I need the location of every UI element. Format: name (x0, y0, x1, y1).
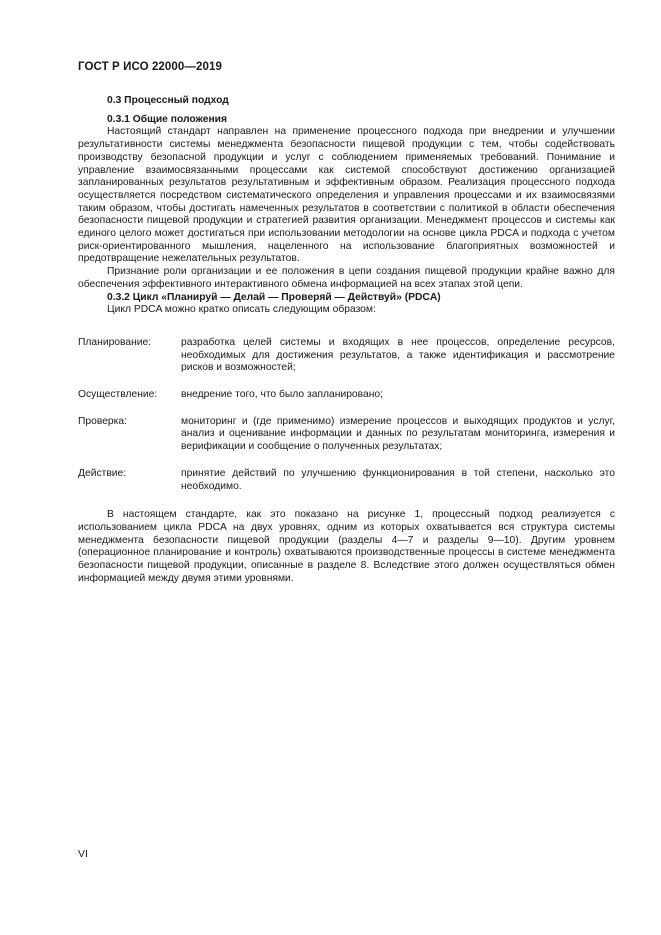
page-number: VI (78, 848, 88, 860)
subsection-title-general: 0.3.1 Общие положения (107, 113, 227, 125)
definition-description: разработка целей системы и входящих в нее процессов, определение ресурсов, необходимых для достижения результатов, а также идентификация и рассмотрение рисков и возможностей; (181, 336, 615, 374)
definition-term: Осуществление: (78, 389, 158, 401)
paragraph-pdca-levels: В настоящем стандарте, как это показано на рисунке 1, процессный подход реализуется с использованием цикла PDCA на двух уровнях, одним из которых охватывается вся структура системы менеджмента безопасности пищевой продукции (разделы 4—7 и разделы 9—10). Другим уровнем (операционное планирование и контроль) охватываются производственные процессы в системе менеджмента безопасности пищевой продукции, описанные в разделе 8. Вследствие этого должен осуществляться обмен информацией между двумя этими уровнями. (78, 509, 615, 584)
section-title: 0.3 Процессный подход (107, 95, 229, 106)
definition-check (78, 416, 615, 454)
page-content (78, 95, 615, 586)
paragraph-process-approach: Настоящий стандарт направлен на применение процессного подхода при внедрении и улучшении результативности системы менеджмента безопасности пищевой продукции с тем, чтобы содействовать производству безопасной продукции и услуг с соблюдением применяемых требований. Понимание и управление взаимосвязанными процессами как системой способствуют достижению организацией запланированных результатов результативным и эффективным образом. Реализация процессного подхода осуществляется посредством систематического определения и управления процессами и их взаимосвязями таким образом, чтобы достигать намеченных результатов в соответствии с политикой в области обеспечения безопасности пищевой продукции и стратегией развития организации. Менеджмент процессов и системы как единого целого может достигаться при использовании методологии на основе цикла PDCA и подхода с учетом риск-ориентированного мышления, нацеленного на использование благоприятных возможностей и предотвращение нежелательных результатов. (78, 126, 615, 265)
definition-term: Проверка: (78, 415, 127, 427)
subsection-title-pdca: 0.3.2 Цикл «Планируй — Делай — Проверяй — Действуй» (PDCA) (107, 291, 441, 303)
definition-description: принятие действий по улучшению функционирования в той степени, насколько это необходимо. (181, 467, 615, 492)
definition-act (78, 468, 615, 493)
definition-description: мониторинг и (где применимо) измерение процессов и выходящих продуктов и услуг, анализ и оценивание информации и данных по результатам мониторинга, измерения и верификации и сообщение о полученных результатах; (181, 415, 615, 453)
paragraph-organization-role: Признание роли организации и ее положения в цепи создания пищевой продукции крайне важно для обеспечения эффективного интерактивного обмена информацией на всех этапах этой цепи. (78, 266, 615, 290)
definition-term: Действие: (78, 467, 127, 479)
definition-plan (78, 337, 615, 375)
pdca-definitions-list (78, 337, 615, 493)
definition-description: внедрение того, что было запланировано; (181, 389, 384, 401)
definition-term: Планирование: (78, 336, 152, 348)
paragraph-pdca-intro: Цикл PDCA можно кратко описать следующим образом: (107, 304, 376, 316)
document-header: ГОСТ Р ИСО 22000—2019 (78, 61, 223, 73)
definition-do (78, 389, 615, 402)
